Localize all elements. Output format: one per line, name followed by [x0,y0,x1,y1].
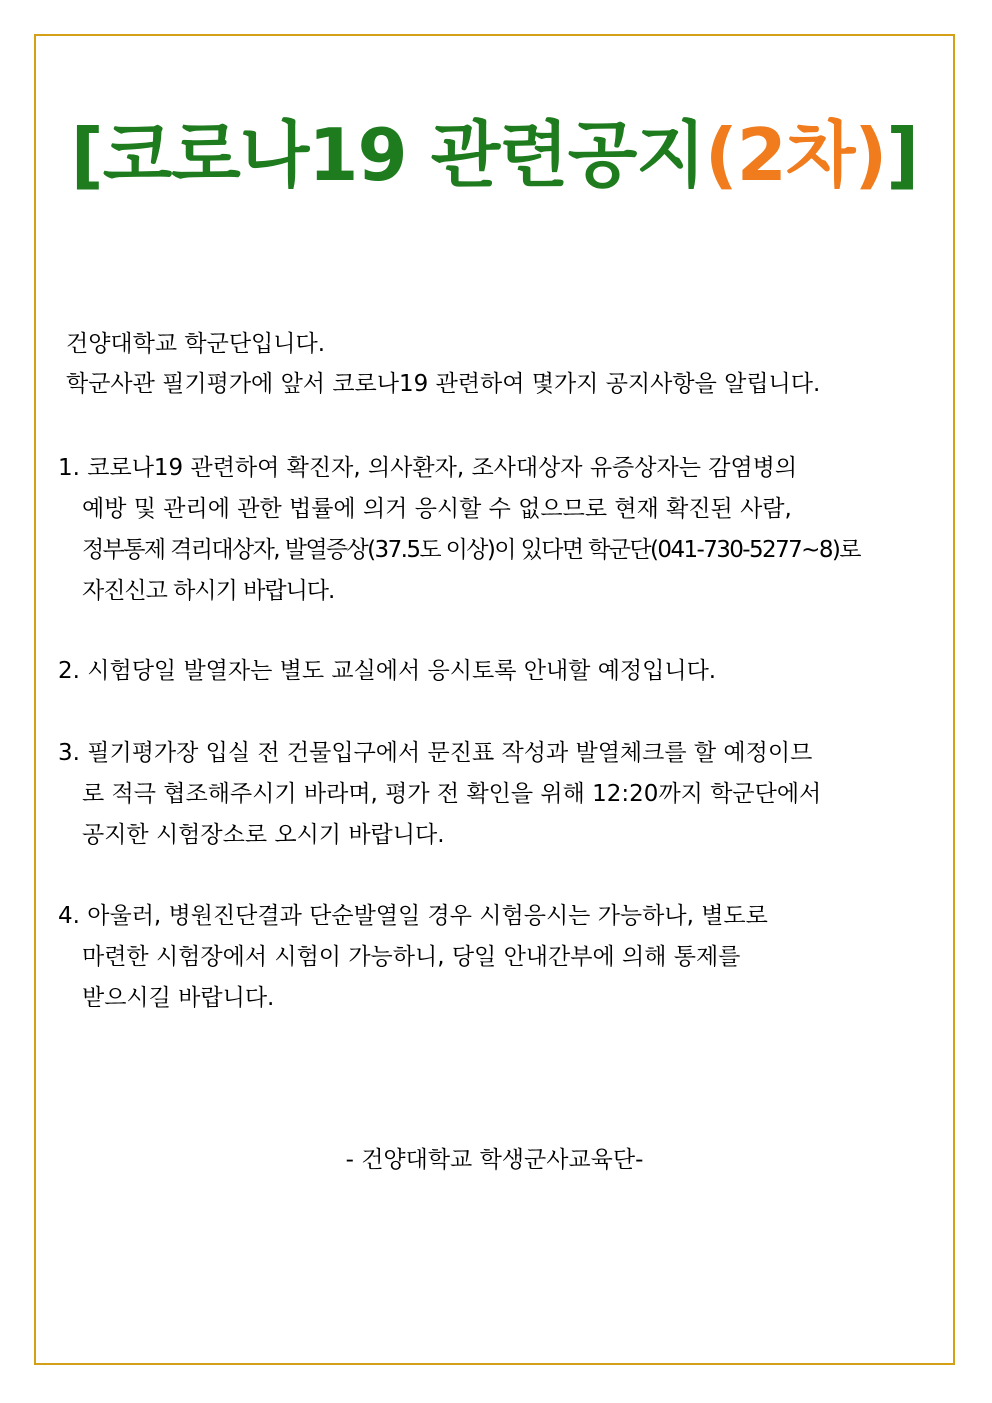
item-line: 3. 필기평가장 입실 전 건물입구에서 문진표 작성과 발열체크를 할 예정이므 [58,740,813,766]
notice-item-2 [58,651,716,692]
intro-line: 건양대학교 학군단입니다. [66,331,326,357]
item-line: 로 적극 협조해주시기 바라며, 평가 전 확인을 위해 12:20까지 학군단에서 [82,781,822,807]
item-line: 1. 코로나19 관련하여 확진자, 의사환자, 조사대상자 유증상자는 감염병의 [58,455,798,481]
notice-title [34,105,955,205]
signature: - 건양대학교 학생군사교육단- [345,1147,644,1173]
item-line: 예방 및 관리에 관한 법률에 의거 응시할 수 없으므로 현재 확진된 사람, [82,496,792,522]
notice-item-1 [58,448,860,612]
intro-line: 학군사관 필기평가에 앞서 코로나19 관련하여 몇가지 공지사항을 알립니다. [66,371,821,397]
notice-item-4 [58,896,768,1019]
intro-paragraph [66,324,820,404]
item-line: 자진신고 하시기 바랍니다. [82,578,335,604]
item-line: 마련한 시험장에서 시험이 가능하니, 당일 안내간부에 의해 통제를 [82,944,741,970]
title-main: [코로나19 관련공지 [70,113,705,197]
item-line: 4. 아울러, 병원진단결과 단순발열일 경우 시험응시는 가능하나, 별도로 [58,903,768,929]
item-line: 정부통제 격리대상자, 발열증상(37.5도 이상)이 있다면 학군단(041-730-5277~8)로 [82,537,860,563]
item-line: 받으시길 바랍니다. [82,985,275,1011]
item-line: 2. 시험당일 발열자는 별도 교실에서 응시토록 안내할 예정입니다. [58,658,717,684]
item-line: 공지한 시험장소로 오시기 바랍니다. [82,822,445,848]
title-round: (2차) [704,113,887,197]
notice-item-3 [58,733,821,856]
title-close-bracket: ] [886,113,919,197]
